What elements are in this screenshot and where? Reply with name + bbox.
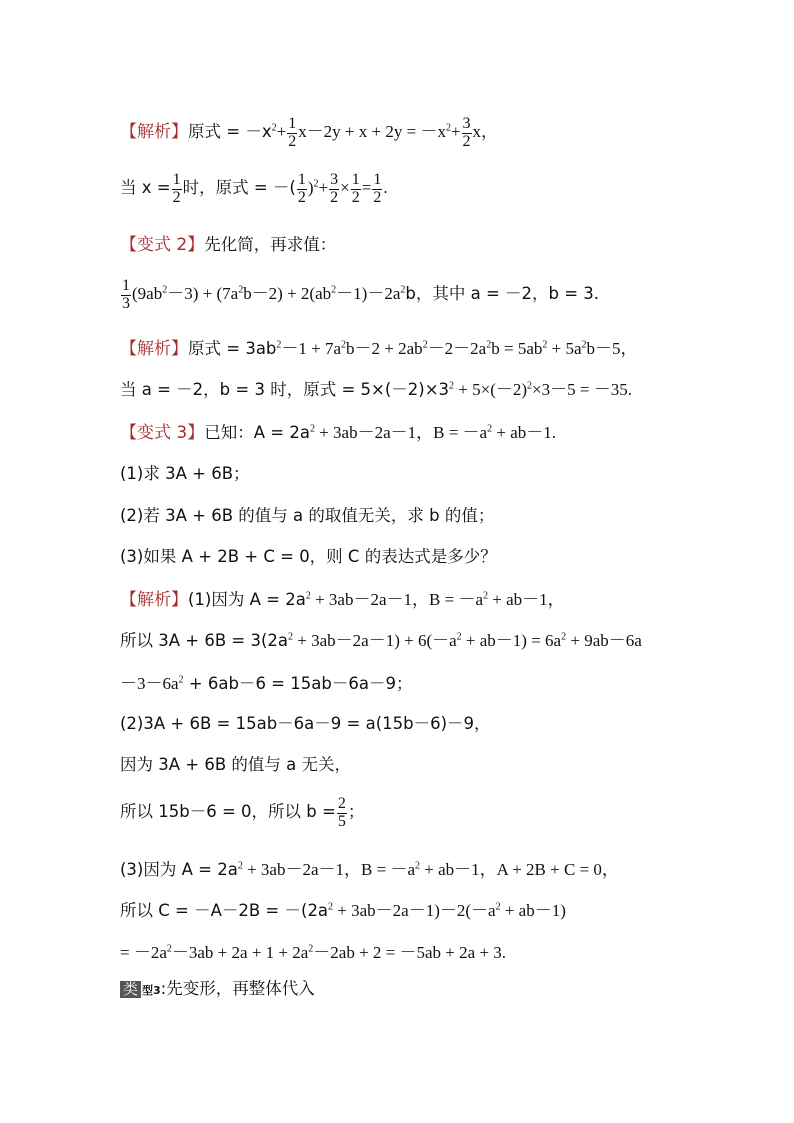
solution-line-17: (3)因为 $A = 2a^2 + 3ab-2a-1$，$B = -a^2 + ab-1$，A + 2B + C = 0， — [120, 860, 619, 879]
variant-2-heading: 【变式 2】先化简，再求值： — [120, 235, 337, 255]
fraction: $\frac{1}{2}$ — [288, 115, 297, 150]
analysis-tag: 【解析】 — [120, 339, 188, 359]
variant-2-expression: $\frac{1}{3}$ $(9ab^2-3) + (7a^2b-2) + 2(ab^2-1)-2a^2b$，其中 a = －2，b = 3. — [122, 277, 600, 312]
fraction: $\frac{1}{2}$ — [351, 171, 360, 206]
variant-tag: 【变式 2】 — [120, 235, 205, 255]
solution-line-19: = $-2a^2-3ab + 2a + 1 + 2a^2-2ab + 2 = -5ab + 2a + 3$. — [120, 943, 507, 962]
fraction: $\frac{1}{2}$ — [172, 171, 181, 206]
question-3: (3)如果 A + 2B + C = 0，则 C 的表达式是多少？ — [120, 547, 497, 566]
solution-line-5: 【解析】原式 = $3ab^2-1 + 7a^2b-2 + 2ab^2-2-2a^2b = 5ab^2 + 5a^2b-5$， — [120, 339, 638, 359]
question-1: (1)求 3A + 6B； — [120, 464, 250, 483]
variant-tag: 【变式 3】 — [120, 423, 205, 443]
question-2: (2)若 3A + 6B 的值与 a 的取值无关，求 b 的值； — [120, 506, 495, 525]
fraction: $\frac{1}{3}$ — [122, 277, 130, 312]
solution-line-6: 当 a = －2，b = 3 时，原式 = $5\times(-2)\times 3^2 + 5\times(-2)^2\times 3-5 = -35$. — [120, 380, 632, 399]
analysis-tag: 【解析】 — [120, 122, 188, 143]
analysis-tag: 【解析】 — [120, 590, 188, 610]
solution-line-12: 所以 $3A + 6B = 3(2a^2 + 3ab-2a-1) + 6(-a^2 + ab-1) = 6a^2 + 9ab-6a$ — [120, 631, 642, 650]
fraction: $\frac{2}{5}$ — [337, 795, 346, 830]
solution-line-18: 所以 $C = -A-2B = -(2a^2 + 3ab-2a-1)-2(-a^2 + ab-1)$ — [120, 901, 566, 920]
fraction: $\frac{1}{2}$ — [297, 171, 306, 206]
solution-line-16: 所以 15b－6 = 0，所以 b = $\frac{2}{5}$ ； — [120, 795, 365, 830]
fraction: $\frac{1}{2}$ — [373, 171, 382, 206]
type-3-heading: 类 型3:先变形，再整体代入 — [120, 980, 315, 998]
solution-line-11: 【解析】(1)因为 $A = 2a^2 + 3ab-2a-1$，$B = -a^2 + ab-1$， — [120, 590, 565, 610]
type-badge: 类 — [120, 981, 141, 998]
solution-line-2: 当 x = $\frac{1}{2}$ 时，原式 = －( $\frac{1}{2}$ )$^2$+ $\frac{3}{2}$ × $\frac{1}{2}$ = $\frac{1}{2}$ . — [120, 171, 388, 206]
fraction: $\frac{3}{2}$ — [462, 115, 471, 150]
solution-line-14: (2)3A + 6B = 15ab－6a－9 = a(15b－6)－9， — [120, 714, 491, 733]
solution-line-15: 因为 3A + 6B 的值与 a 无关， — [120, 755, 352, 774]
solution-line-1: 【解析】原式 = $-x^2+$ $\frac{1}{2}$ $x-2y + x + 2y = -x^2+$ $\frac{3}{2}$ x， — [120, 115, 499, 150]
variant-3-heading: 【变式 3】已知：$A = 2a^2 + 3ab-2a-1$，$B = -a^2 + ab-1$. — [120, 423, 556, 443]
solution-line-13: $-3-6a^2 + 6ab-6 = 15ab-6a-9$； — [120, 674, 413, 693]
fraction: $\frac{3}{2}$ — [330, 171, 339, 206]
